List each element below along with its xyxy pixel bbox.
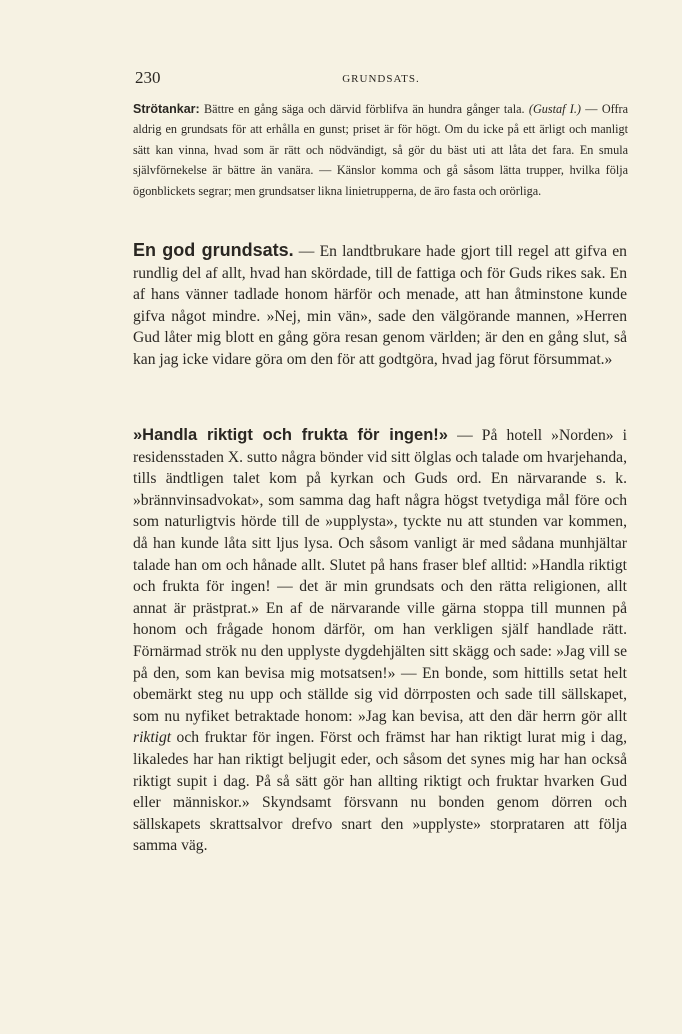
strotankar-label: Strötankar: — [133, 102, 200, 116]
strotankar-paragraph — [133, 99, 628, 201]
good-principle-paragraph — [133, 240, 627, 371]
act-right-text-1: — På hotell »Norden» i residensstaden X. sutto några bönder vid sitt ölglas och talade om hvarjehanda, tills ändtligen talet kom på kyrkan och Guds ord. En närvarande s. k. »brännvinsadvokat», som samma dag haft några högst tvetydiga mål före och som naturligtvis hörde till de »upplysta», tyckte nu att stunden var kommen, då han kunde låta sitt ljus lysa. Och såsom vanligt är med sådana munhjältar talade han om och hånade allt. Slutet på hans fraser blef alltid: »Handla riktigt och frukta för ingen! — det är min grundsats och den rätta religionen, allt annat är prästprat.» En af de närvarande ville gärna stoppa till munnen på honom och frågade honom därför, om han verkligen själf handlade rätt. Förnärmad strök nu den upplyste dygdehjälten sitt skägg och sade: »Jag vill se på den, som kan bevisa mig motsatsen!» — En bonde, som hittills setat helt obemärkt steg nu upp och ställde sig vid dörrposten och sade till sällskapet, som nu nyfiket betraktade honom: »Jag kan bevisa, att den där herrn gör allt — [133, 427, 627, 725]
strotankar-attribution: (Gustaf I.) — [528, 102, 581, 116]
running-title: GRUNDSATS. — [342, 73, 420, 85]
act-right-text-2: och fruktar för ingen. Först och främst har han riktigt lurat mig i dag, likaledes har han riktigt beljugit eder, och såsom det synes mig har han också riktigt supit i dag. På så sätt gör han allting riktigt och fruktar hvarken Gud eller människor.» Skyndsamt försvann nu bonden genom dörren och sällskapets skrattsalvor drefvo snart den »upplyste» storprataren att följa samma väg. — [133, 729, 627, 855]
good-principle-heading: En god grundsats. — [133, 240, 294, 260]
act-right-emphasis: riktigt — [133, 729, 172, 747]
strotankar-text-2: — Offra aldrig en grundsats för att erhålla en gunst; priset är för högt. Om du icke på ett ärligt och manligt sätt kan vinna, hvad som är rätt och nödvändigt, så gör du bäst uti att låta det fara. En smula självförnekelse är bättre än vanära. — Känslor komma och gå såsom lätta trupper, hvilka följa ögonblickets segrar; men grundsatser likna linietrupperna, de äro fasta och orörliga. — [133, 102, 628, 198]
act-right-heading: »Handla riktigt och frukta för ingen!» — [133, 426, 448, 444]
page-header — [135, 68, 627, 88]
good-principle-text: — En landtbrukare hade gjort till regel att gifva en rundlig del af allt, hvad han skördade, till de fattiga och för Guds rikes sak. En af hans vänner tadlade honom härför och menade, att han åtminstone kunde gifva något mindre. »Nej, min vän», sade den välgörande mannen, »Herren Gud låter mig blott en gång göra resan genom världen; är den en gång slut, så kan jag icke vidare göra om den för att godtgöra, hvad jag förut försummat.» — [133, 243, 627, 368]
page-number: 230 — [135, 68, 161, 87]
act-right-paragraph — [133, 425, 627, 857]
strotankar-text-1: Bättre en gång säga och därvid förblifva än hundra gånger tala. — [199, 102, 529, 116]
